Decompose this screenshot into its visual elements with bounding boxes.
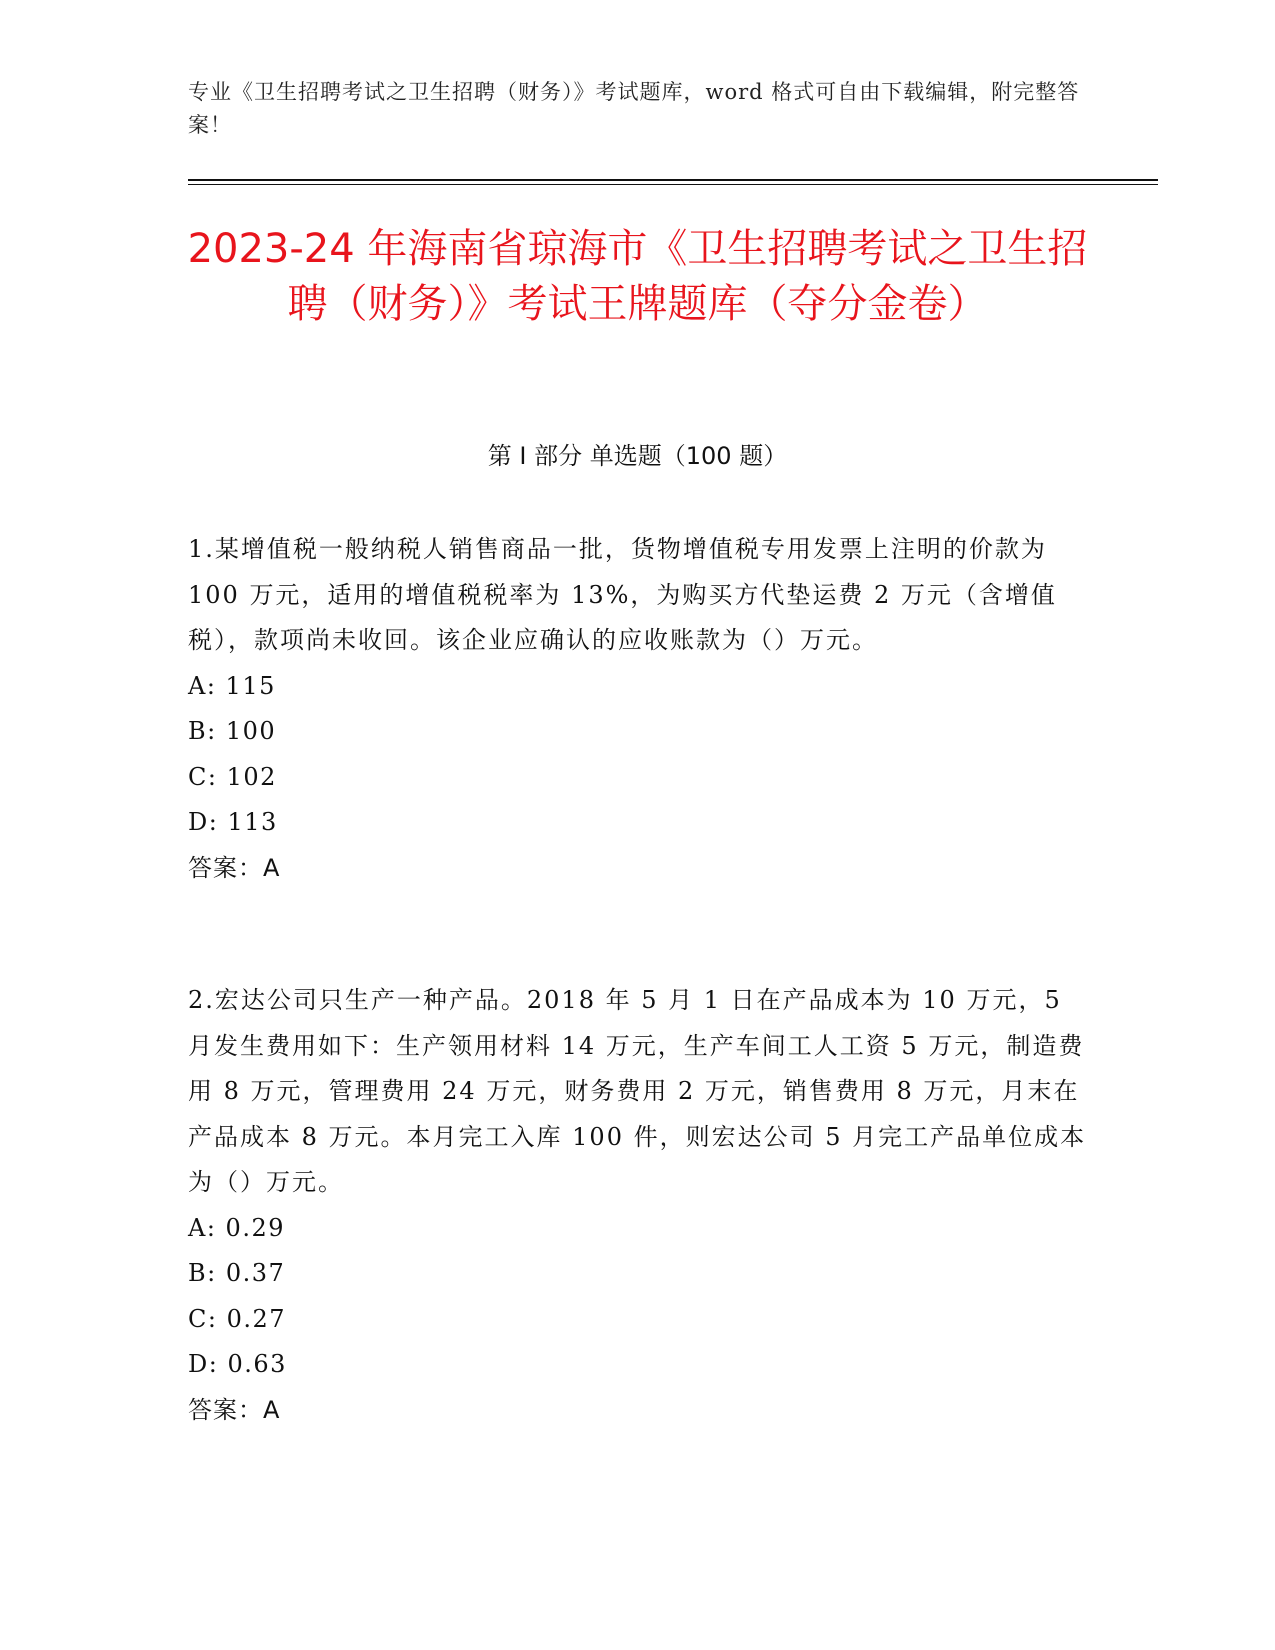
option-a: A: 115 (188, 671, 276, 700)
answer: 答案：A (188, 1395, 281, 1424)
option-b: B: 0.37 (188, 1259, 286, 1287)
header-note: 专业《卫生招聘考试之卫生招聘（财务）》考试题库，word 格式可自由下载编辑，附完整答案！ (188, 80, 1080, 137)
option-c: C: 0.27 (188, 1304, 287, 1333)
option-a: A: 0.29 (188, 1213, 285, 1242)
option-d: D: 113 (188, 808, 278, 836)
question-stem: 2.宏达公司只生产一种产品。2018 年 5 月 1 日在产品成本为 10 万元，5 月发生费用如下：生产领用材料 14 万元，生产车间工人工资 5 万元，制造费用 8 万元，管理费用 24 万元，财务费用 2 万元，销售费用 8 万元，月末在产品成本 8 万元。本月完工入库 100 件，则宏达公司 5 月完工产品单位成本为（）万元。 (188, 986, 1087, 1196)
answer: 答案：A (188, 853, 281, 882)
question-2 (188, 978, 1088, 1433)
option-c: C: 102 (188, 762, 277, 791)
question-stem: 1.某增值税一般纳税人销售商品一批，货物增值税专用发票上注明的价款为 100 万元，适用的增值税税率为 13%，为购买方代垫运费 2 万元（含增值税），款项尚未收回。该企业应确认的应收账款为（）万元。 (188, 535, 1057, 654)
question-1 (188, 527, 1088, 891)
section-heading: 第 I 部分 单选题（100 题） (487, 442, 788, 470)
header-divider-thin (188, 184, 1158, 185)
option-d: D: 0.63 (188, 1350, 287, 1378)
header-divider-thick (188, 179, 1158, 181)
option-b: B: 100 (188, 717, 277, 745)
document-title: 2023-24 年海南省琼海市《卫生招聘考试之卫生招聘（财务）》考试王牌题库（夺分金卷） (187, 226, 1088, 327)
